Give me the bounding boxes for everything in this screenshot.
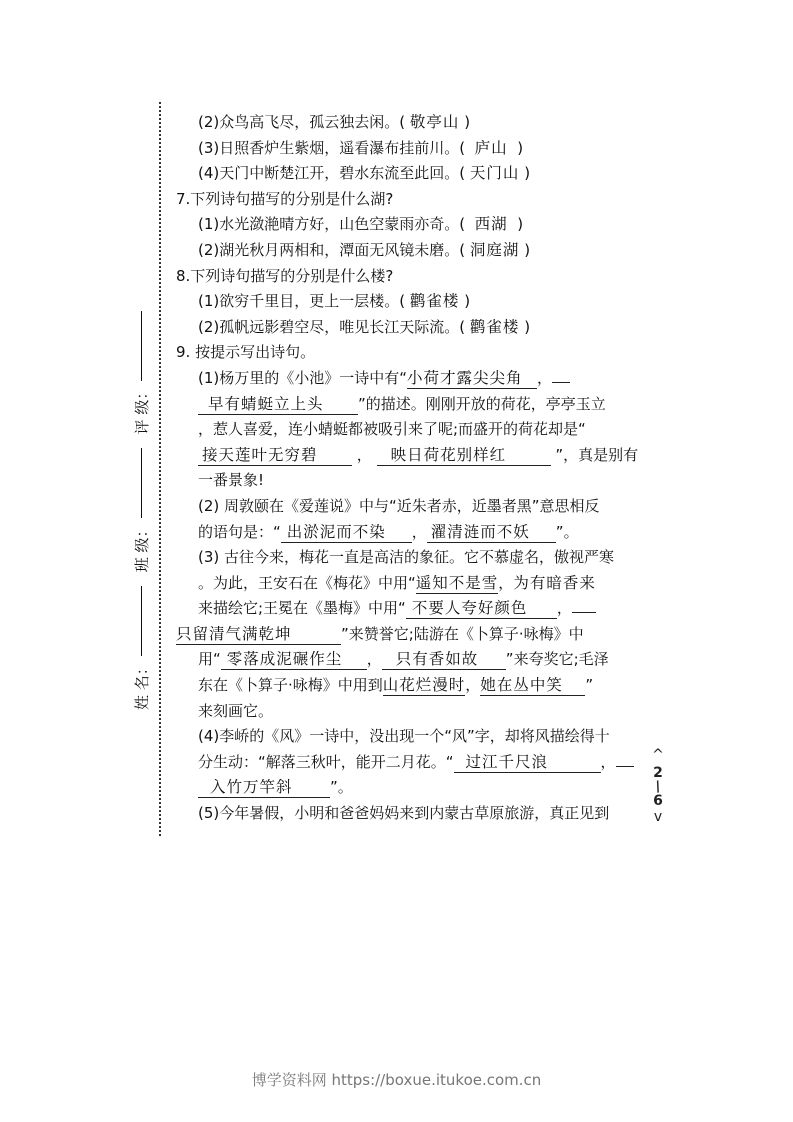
prompt-text: 用“ [198,650,221,669]
q6-item-3 [176,136,646,162]
answer-blank[interactable]: 不要人夸好颜色 [406,598,557,619]
separator: ， [356,445,372,464]
q8-item-1 [176,289,646,315]
prompt-text: 来描绘它;王冕在《墨梅》中用“ [198,599,406,618]
q9-part-5 [176,801,646,827]
handwritten-answer: 庐山 [474,138,508,157]
close-paren: ) [524,164,531,183]
q9-part-3 [176,545,646,724]
q9-part-4 [176,724,646,801]
q6-item-4 [176,161,646,187]
prompt-text: (5)今年暑假，小明和爸爸妈妈来到内蒙古草原旅游，真正见到 [198,804,610,823]
close-paren: ) [524,240,531,259]
separator: ， [537,368,553,387]
item-number: (2) [198,113,220,131]
answer-blank[interactable]: 只有香如故 [382,649,506,670]
q9-part-1 [176,366,646,494]
worksheet-content [176,110,646,827]
prompt-text: 的语句是：“ [198,522,281,541]
page-separator: / [652,778,664,796]
footer-watermark: 博学资料网 https://boxue.itukoe.com.cn [251,1071,542,1089]
item-text: 孤帆远影碧空尽，唯见长江天际流。( [219,317,466,336]
grade-label: 评 级： [132,384,151,435]
close-paren: ) [464,292,471,311]
name-label: 姓 名： [132,660,151,710]
prompt-text: 来刻画它。 [198,701,274,720]
student-info-side-labels [128,290,154,710]
answer-blank[interactable]: 早有蜻蜓立上头 [198,394,358,415]
q8-item-2 [176,315,646,341]
answer-blank[interactable]: 小荷才露尖尖角 [407,368,537,389]
prompt-text: ”的描述。刚刚开放的荷花，亭亭玉立 [358,394,606,413]
prompt-text: (4)李峤的《风》一诗中，没出现一个“风”字，却将风描绘得十 [198,727,610,746]
answer-blank[interactable]: 她在丛中笑 [480,675,585,696]
separator: ， [366,650,382,669]
item-number: (4) [198,164,220,183]
prompt-text: ”来夸奖它;毛泽 [505,650,609,669]
answer-blank[interactable]: 只留清气满乾坤 [176,624,341,645]
item-number: (3) [198,138,220,157]
answer-blank[interactable]: 入竹万竿斜 [198,777,330,798]
class-field[interactable] [131,448,152,572]
name-field[interactable] [131,586,152,710]
q7-item-2 [176,238,646,264]
answer-blank[interactable]: 零落成泥碾作尘 [221,649,367,670]
name-blank[interactable] [141,586,142,656]
item-text: 湖光秋月两相和，潭面无风镜未磨。( [219,240,466,259]
item-text: 天门中断楚江开，碧水东流至此回。( [219,164,466,183]
separator: ， [556,599,572,618]
answer-blank[interactable]: 接天莲叶无穷碧 [198,445,352,466]
chevron-up-icon[interactable]: ^ [652,747,664,763]
total-pages: 6 [653,793,663,809]
answer-text: 为有暗香来 [513,573,596,592]
prompt-text: (2) 周敦颐在《爱莲说》中与“近朱者赤，近墨者黑”意思相反 [198,496,600,515]
q8-title: 8.下列诗句描写的分别是什么楼? [176,266,394,285]
answer-blank[interactable]: 山花烂漫时 [382,676,466,695]
prompt-text: (3) 古往今来，梅花一直是高洁的象征。它不慕虚名，傲视严寒 [198,548,615,567]
item-number: (1) [198,215,220,234]
close-paren: ) [517,138,524,157]
item-text: 欲穷千里目，更上一层楼。( [219,292,406,311]
prompt-text: 分生动：“解落三秋叶，能开二月花。“ [198,752,454,771]
separator: ， [600,752,616,771]
item-text: 日照香炉生紫烟，遥看瀑布挂前川。( [219,138,466,157]
separator: ， [498,573,514,592]
binding-margin-dotted-line [159,102,161,836]
prompt-text: 。为此，王安石在《梅花》中用“ [198,573,416,592]
prompt-text: (1)杨万里的《小池》一诗中有“ [198,368,408,387]
item-text: 水光潋滟晴方好，山色空蒙雨亦奇。( [219,215,466,234]
grade-field[interactable] [131,311,152,435]
q7-title: 7.下列诗句描写的分别是什么湖? [176,189,394,208]
answer-blank[interactable]: 过江千尺浪 [454,752,601,773]
handwritten-answer: 鹳雀楼 [409,292,460,311]
answer-blank-continued[interactable] [572,612,596,613]
handwritten-answer: 洞庭湖 [469,240,520,259]
handwritten-answer: 敬亭山 [409,113,460,131]
answer-blank[interactable]: 遥知不是雪 [415,573,499,592]
answer-blank[interactable]: 映日荷花别样红 [377,445,551,466]
current-page: 2 [653,765,663,781]
close-paren: ) [524,317,531,336]
handwritten-answer: 天门山 [469,164,520,183]
prompt-text: 东在《卜算子·咏梅》中用到 [198,676,383,695]
answer-blank-continued[interactable] [616,766,634,767]
class-label: 班 级： [132,522,151,573]
answer-blank[interactable]: 出淤泥而不染 [281,522,412,543]
q7-item-1 [176,212,646,238]
handwritten-answer: 西湖 [474,215,508,234]
class-blank[interactable] [141,448,142,518]
prompt-text: 一番景象! [198,471,265,490]
prompt-text: ”。 [330,778,353,797]
q6-item-2 [176,110,646,136]
item-number: (2) [198,240,220,259]
close-paren: ) [517,215,524,234]
item-number: (2) [198,317,220,336]
chevron-down-icon[interactable]: v [653,809,663,825]
prompt-text: ”。 [555,522,579,541]
answer-blank[interactable]: 濯清涟而不妖 [427,522,556,543]
item-number: (1) [198,292,220,311]
prompt-text: ，惹人喜爱，连小蜻蜓都被吸引来了呢;而盛开的荷花却是“ [198,420,586,439]
handwritten-answer: 鹳雀楼 [469,317,520,336]
page-indicator [648,748,668,826]
grade-blank[interactable] [141,311,142,381]
prompt-text: ”来赞誉它;陆游在《卜算子·咏梅》中 [341,624,584,643]
item-text: 众鸟高飞尽，孤云独去闲。( [219,113,406,131]
q9-title: 9. 按提示写出诗句。 [176,343,316,362]
prompt-text: ” [585,676,594,695]
separator: ， [411,522,427,541]
answer-blank-continued[interactable] [552,382,570,383]
close-paren: ) [464,113,471,131]
prompt-text: ”，真是别有 [555,445,639,464]
separator: ， [465,676,481,695]
q9-part-2 [176,494,646,545]
